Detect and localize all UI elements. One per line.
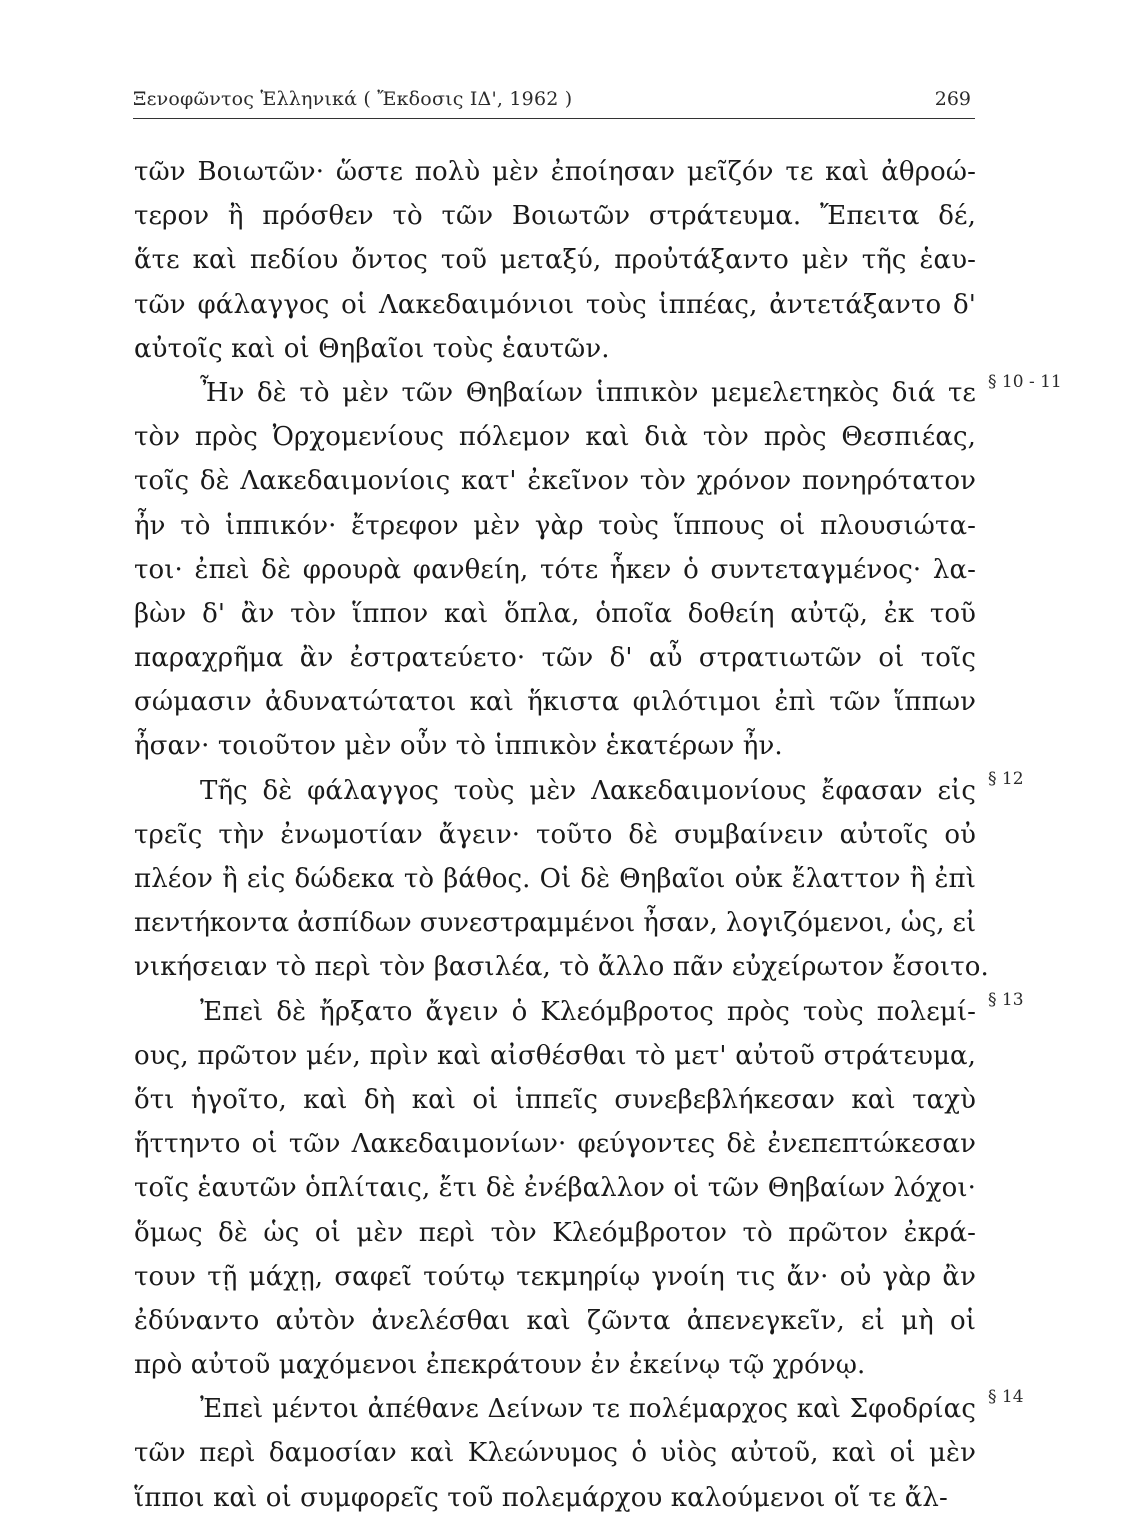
text-line: ἅτε καὶ πεδίου ὄντος τοῦ μεταξύ, προὐτάξαντο μὲν τῆς ἑαυ- xyxy=(134,245,976,276)
text-line: τοι· ἐπεὶ δὲ φρουρὰ φανθείη, τότε ἧκεν ὁ συντεταγμένος· λα- xyxy=(134,554,976,585)
text-line: ους, πρῶτον μέν, πρὶν καὶ αἰσθέσθαι τὸ μετ' αὐτοῦ στράτευμα, xyxy=(134,1040,976,1071)
section-marker-12: § 12 xyxy=(988,769,1024,789)
body-text xyxy=(134,150,989,1520)
text-line: σώμασιν ἀδυνατώτατοι καὶ ἥκιστα φιλότιμοι ἐπὶ τῶν ἵππων xyxy=(134,687,976,718)
text-line: Ἐπεὶ δὲ ἤρξατο ἄγειν ὁ Κλεόμβροτος πρὸς τοὺς πολεμί- xyxy=(200,996,976,1027)
section-marker-13: § 13 xyxy=(988,990,1024,1010)
text-line: ἥττηντο οἱ τῶν Λακεδαιμονίων· φεύγοντες δὲ ἐνεπεπτώκεσαν xyxy=(134,1129,976,1160)
text-line: πρὸ αὐτοῦ μαχόμενοι ἐπεκράτουν ἐν ἐκείνῳ τῷ χρόνῳ. xyxy=(134,1350,866,1381)
text-line: Τῆς δὲ φάλαγγος τοὺς μὲν Λακεδαιμονίους ἔφασαν εἰς xyxy=(200,775,976,806)
text-line: τρεῖς τὴν ἐνωμοτίαν ἄγειν· τοῦτο δὲ συμβαίνειν αὐτοῖς οὐ xyxy=(134,819,976,850)
text-line: πεντήκοντα ἀσπίδων συνεστραμμένοι ἦσαν, λογιζόμενοι, ὡς, εἰ xyxy=(134,908,976,939)
text-line: ὅτι ἡγοῖτο, καὶ δὴ καὶ οἱ ἱππεῖς συνεβεβλήκεσαν καὶ ταχὺ xyxy=(134,1084,976,1115)
text-line: τὸν πρὸς Ὀρχομενίους πόλεμον καὶ διὰ τὸν πρὸς Θεσπιέας, xyxy=(134,422,976,453)
running-title: Ξενοφῶντος Ἑλληνικά ( Ἔκδοσις ΙΔ', 1962 ) xyxy=(133,88,573,110)
text-line: τερον ἢ πρόσθεν τὸ τῶν Βοιωτῶν στράτευμα. Ἔπειτα δέ, xyxy=(134,201,976,232)
text-line: πλέον ἢ εἰς δώδεκα τὸ βάθος. Οἱ δὲ Θηβαῖοι οὐκ ἔλαττον ἢ ἐπὶ xyxy=(134,864,976,894)
running-header xyxy=(133,84,975,119)
text-line: αὐτοῖς καὶ οἱ Θηβαῖοι τοὺς ἑαυτῶν. xyxy=(134,333,610,364)
page-number: 269 xyxy=(934,88,971,110)
text-line: τοῖς ἑαυτῶν ὁπλίταις, ἔτι δὲ ἐνέβαλλον οἱ τῶν Θηβαίων λόχοι· xyxy=(134,1173,976,1204)
text-line: Ἦν δὲ τὸ μὲν τῶν Θηβαίων ἱππικὸν μεμελετηκὸς διά τε xyxy=(200,377,976,408)
text-line: ἦσαν· τοιοῦτον μὲν οὖν τὸ ἱππικὸν ἑκατέρων ἦν. xyxy=(134,731,783,762)
text-line: ἵπποι καὶ οἱ συμφορεῖς τοῦ πολεμάρχου καλούμενοι οἵ τε ἄλ- xyxy=(134,1482,948,1513)
text-line: τοῖς δὲ Λακεδαιμονίοις κατ' ἐκεῖνον τὸν χρόνον πονηρότατον xyxy=(134,466,976,497)
text-line: τουν τῇ μάχῃ, σαφεῖ τούτῳ τεκμηρίῳ γνοίη τις ἄν· οὐ γὰρ ἂν xyxy=(134,1261,976,1292)
text-line: παραχρῆμα ἂν ἐστρατεύετο· τῶν δ' αὖ στρατιωτῶν οἱ τοῖς xyxy=(134,643,976,674)
text-line: τῶν Βοιωτῶν· ὥστε πολὺ μὲν ἐποίησαν μεῖζόν τε καὶ ἀθροώ- xyxy=(134,157,976,187)
text-line: βὼν δ' ἂν τὸν ἵππον καὶ ὅπλα, ὁποῖα δοθείη αὐτῷ, ἐκ τοῦ xyxy=(134,598,976,629)
text-line: νικήσειαν τὸ περὶ τὸν βασιλέα, τὸ ἄλλο πᾶν εὐχείρωτον ἔσοιτο. xyxy=(134,952,989,983)
text-line: τῶν φάλαγγος οἱ Λακεδαιμόνιοι τοὺς ἱππέας, ἀντετάξαντο δ' xyxy=(134,289,976,320)
text-line: τῶν περὶ δαμοσίαν καὶ Κλεώνυμος ὁ υἱὸς αὐτοῦ, καὶ οἱ μὲν xyxy=(134,1438,976,1469)
text-line: ἦν τὸ ἱππικόν· ἔτρεφον μὲν γὰρ τοὺς ἵππους οἱ πλουσιώτα- xyxy=(134,510,976,541)
text-line: Ἐπεὶ μέντοι ἀπέθανε Δείνων τε πολέμαρχος καὶ Σφοδρίας xyxy=(200,1394,976,1425)
section-marker-10-11: § 10 - 11 xyxy=(988,372,1062,392)
text-line: ἐδύναντο αὐτὸν ἀνελέσθαι καὶ ζῶντα ἀπενεγκεῖν, εἰ μὴ οἱ xyxy=(134,1305,976,1336)
text-line: ὅμως δὲ ὡς οἱ μὲν περὶ τὸν Κλεόμβροτον τὸ πρῶτον ἐκρά- xyxy=(134,1217,976,1248)
section-marker-14: § 14 xyxy=(988,1387,1024,1407)
